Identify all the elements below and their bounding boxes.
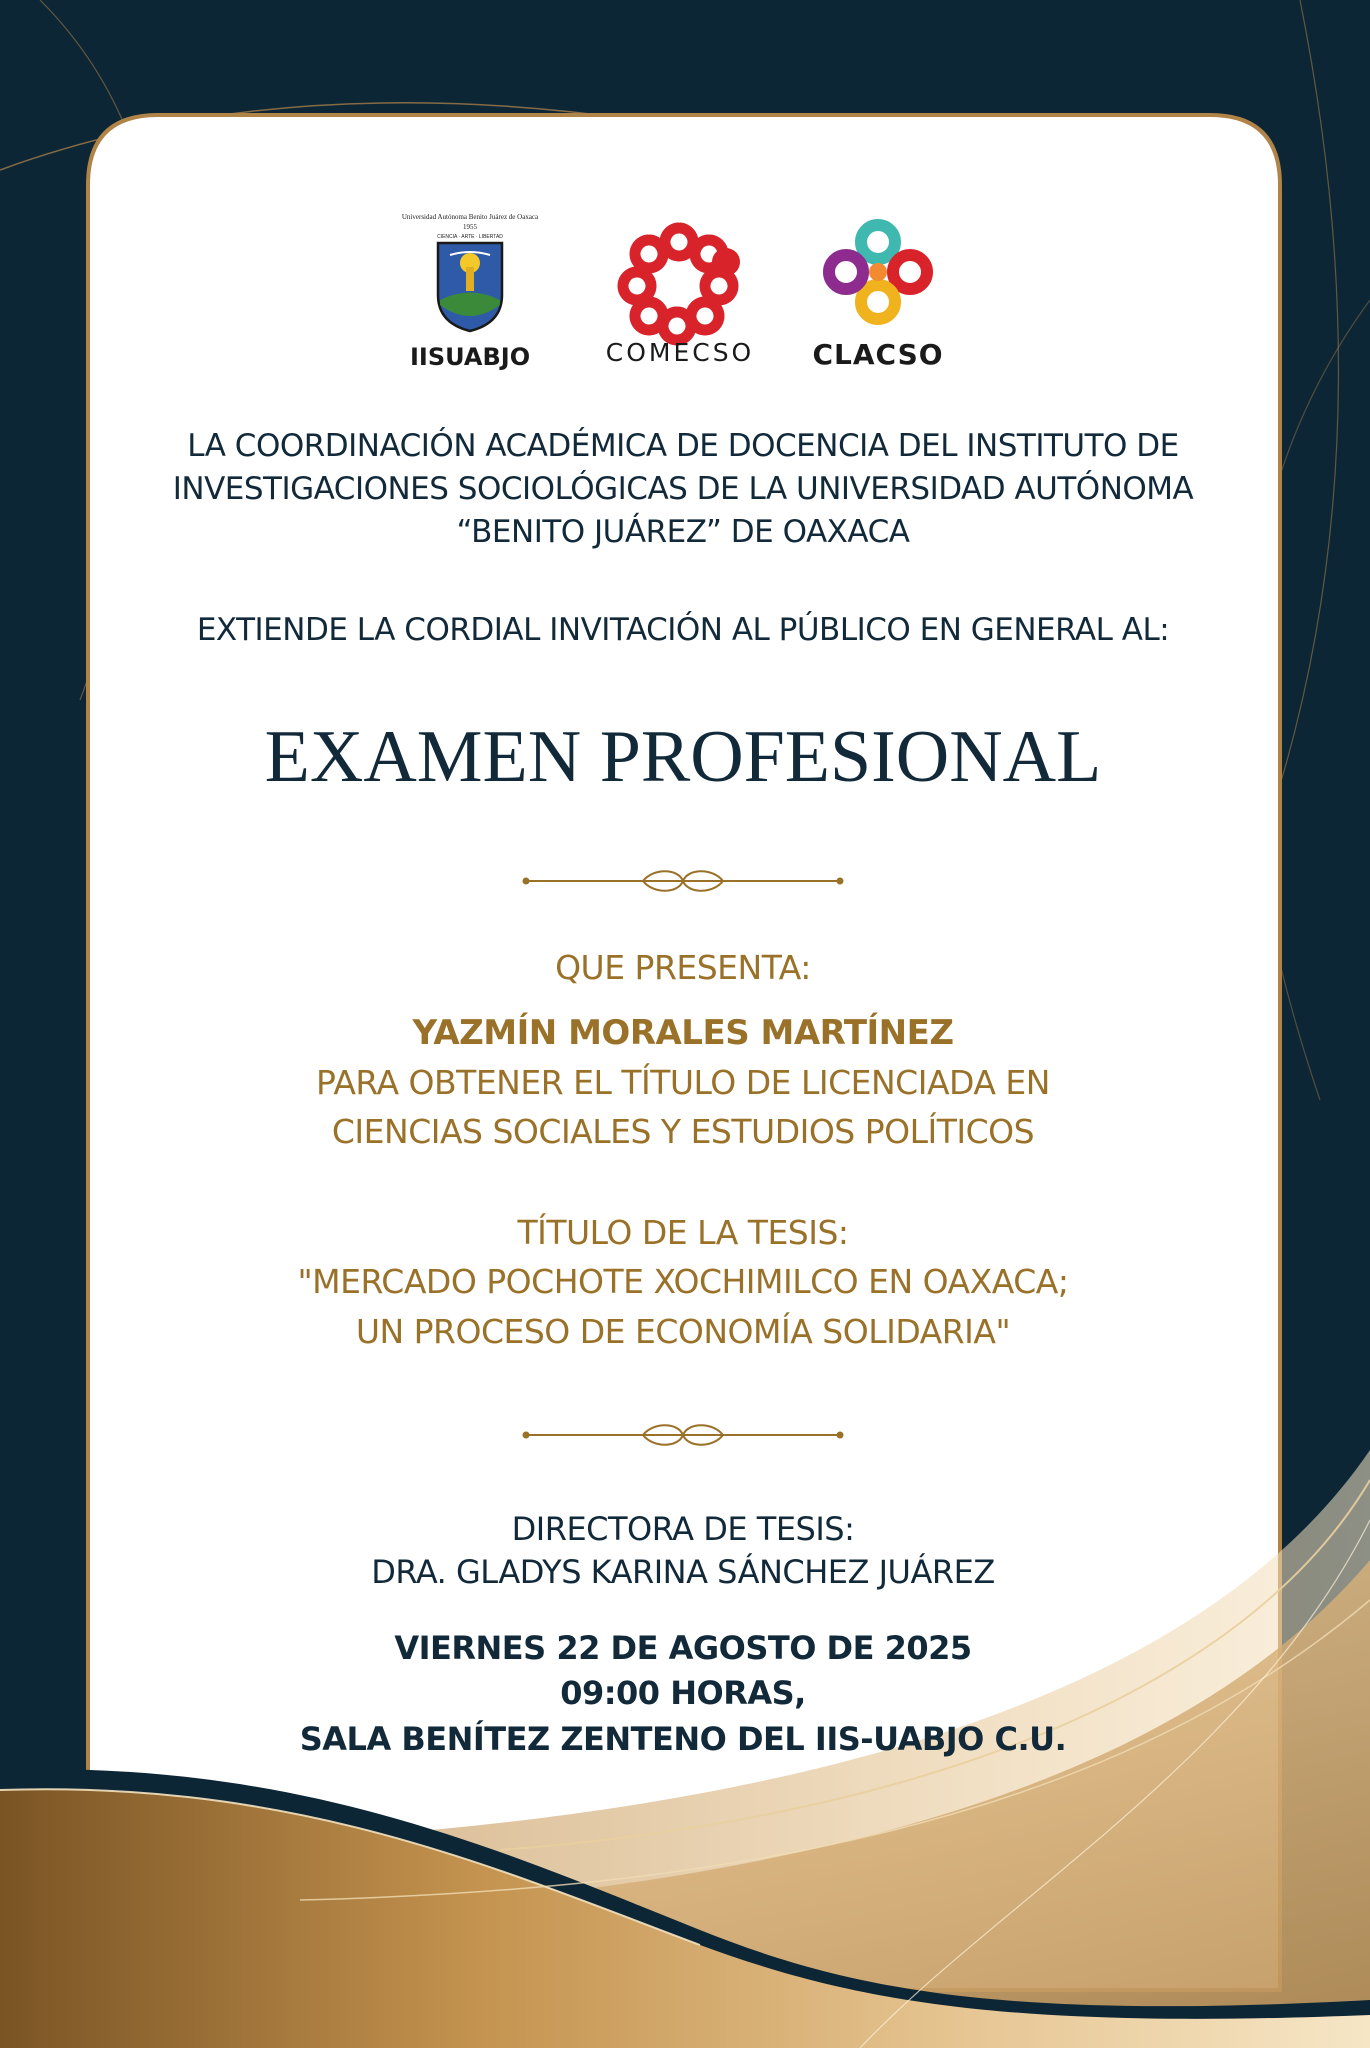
degree-line-1: PARA OBTENER EL TÍTULO DE LICENCIADA EN bbox=[316, 1063, 1050, 1102]
header-line-2: INVESTIGACIONES SOCIOLÓGICAS DE LA UNIVERSIDAD AUTÓNOMA bbox=[172, 471, 1194, 507]
scroll-divider-icon bbox=[518, 1420, 848, 1450]
presenter-label: QUE PRESENTA: bbox=[555, 948, 811, 987]
iisuabjo-logo bbox=[401, 205, 539, 375]
event-place: SALA BENÍTEZ ZENTENO DEL IIS-UABJO C.U. bbox=[299, 1720, 1067, 1758]
clacso-label: CLACSO bbox=[812, 338, 944, 371]
thesis-title-line-1: "MERCADO POCHOTE XOCHIMILCO EN OAXACA; bbox=[297, 1262, 1069, 1301]
header-line-3: “BENITO JUÁREZ” DE OAXACA bbox=[456, 514, 910, 550]
page-title: EXAMEN PROFESIONAL bbox=[264, 716, 1102, 798]
clacso-knot-icon bbox=[798, 212, 958, 332]
clacso-logo bbox=[798, 212, 958, 377]
thesis-label: TÍTULO DE LA TESIS: bbox=[517, 1213, 849, 1252]
comecso-label: COMECSO bbox=[605, 338, 755, 367]
director-label: DIRECTORA DE TESIS: bbox=[511, 1510, 855, 1548]
seal-year: 1955 bbox=[463, 223, 477, 231]
comecso-swirl-icon bbox=[590, 210, 770, 330]
invitation-card bbox=[88, 0, 1278, 2048]
presenter-name: YAZMÍN MORALES MARTÍNEZ bbox=[412, 1013, 954, 1053]
university-seal-icon bbox=[401, 205, 539, 335]
thesis-title-line-2: UN PROCESO DE ECONOMÍA SOLIDARIA" bbox=[355, 1312, 1011, 1351]
header-line-1: LA COORDINACIÓN ACADÉMICA DE DOCENCIA DEL INSTITUTO DE bbox=[187, 428, 1179, 464]
seal-text: Universidad Autónoma Benito Juárez de Oaxaca bbox=[401, 213, 539, 221]
seal-motto: CIENCIA · ARTE · LIBERTAD bbox=[437, 234, 503, 240]
event-time: 09:00 HORAS, bbox=[560, 1674, 806, 1712]
event-date: VIERNES 22 DE AGOSTO DE 2025 bbox=[394, 1629, 972, 1667]
scroll-divider-icon bbox=[518, 866, 848, 896]
iisuabjo-label: IISUABJO bbox=[410, 343, 531, 371]
degree-line-2: CIENCIAS SOCIALES Y ESTUDIOS POLÍTICOS bbox=[331, 1112, 1035, 1151]
director-name: DRA. GLADYS KARINA SÁNCHEZ JUÁREZ bbox=[371, 1553, 995, 1591]
invitation-text: EXTIENDE LA CORDIAL INVITACIÓN AL PÚBLICO EN GENERAL AL: bbox=[196, 612, 1170, 648]
comecso-logo bbox=[590, 210, 770, 375]
